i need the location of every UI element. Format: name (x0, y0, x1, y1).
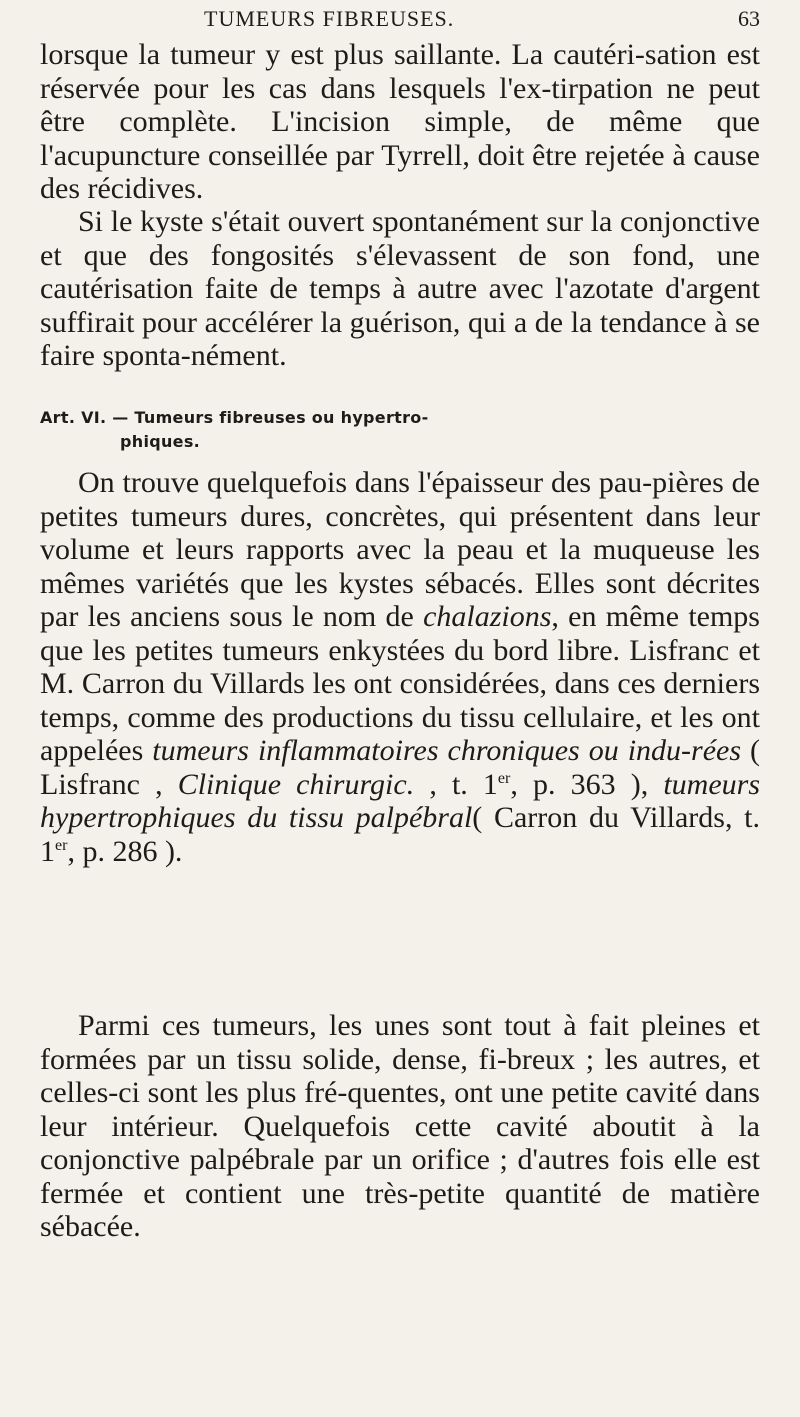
page-number: 63 (738, 6, 760, 31)
term-inflammatoires: tumeurs inflammatoires chroniques ou indu-rées (152, 734, 742, 767)
reference-1-volume: , t. 1 (414, 767, 498, 801)
reference-2: ( Carron du Villards, t. 1 (40, 801, 761, 868)
reference-2-page: , p. 286 ). (67, 834, 183, 868)
paragraph-4: Parmi ces tumeurs, les unes sont tout à fait pleines et formées par un tissu solide, dense, fi-breux ; les autres, et celles-ci sont les plus fré-quentes, ont une petite cavité dans leur intérieur. Quelquefois cette cavité aboutit à la conjonctive palpébrale par un orifice ; d'autres fois elle est fermée et contient une très-petite quantité de matière sébacée. (40, 1009, 760, 1243)
reference-2-superscript: er (55, 836, 68, 854)
term-chalazions: chalazions (423, 600, 552, 633)
paragraph-3-intro: On trouve quelquefois dans l'épaisseur des pau-pières de petites tumeurs dures, concrètes, qui présentent dans leur volume et leurs rapports avec la peau et la muqueuse les mêmes variétés que les kystes sébacés. Elles sont décrites par les anciens sous le nom de (40, 466, 760, 633)
reference-1-page: , p. 363 ), (510, 767, 664, 801)
reference-1-superscript: er (497, 769, 511, 787)
paragraph-1: lorsque la tumeur y est plus saillante. La cautéri-sation est réservée pour les cas dans lesquels l'ex-tirpation ne peut être complète. L'incision simple, de même que l'acupuncture conseillée par Tyrrell, doit être rejetée à cause des récidives. (40, 38, 760, 205)
running-head (40, 6, 760, 36)
running-title: TUMEURS FIBREUSES. (204, 6, 455, 31)
section-heading (40, 406, 760, 454)
paragraph-2: Si le kyste s'était ouvert spontanément sur la conjonctive et que des fongosités s'élevassent de son fond, une cautérisation faite de temps à autre avec l'azotate d'argent suffirait pour accélérer la guérison, qui a de la tendance à se faire sponta-nément. (40, 205, 760, 372)
paragraph-3-mid: , en même temps que les petites tumeurs enkystées du bord libre. Lisfranc et M. Carron du Villards les ont considérées, dans ces derniers temps, comme des productions du tissu cellulaire, et les ont appelées (40, 600, 760, 767)
section-heading-line-2: phiques. (120, 432, 201, 451)
paragraph-3 (40, 466, 760, 868)
book-page (40, 0, 760, 1417)
term-hypertrophiques: tumeurs hypertrophiques du tissu palpébral (40, 767, 760, 834)
reference-1-open: ( Lisfranc , (40, 734, 761, 801)
section-heading-line-1: Art. VI. — Tumeurs fibreuses ou hypertro- (40, 408, 429, 427)
reference-1-work: Clinique chirurgic. (177, 767, 415, 801)
